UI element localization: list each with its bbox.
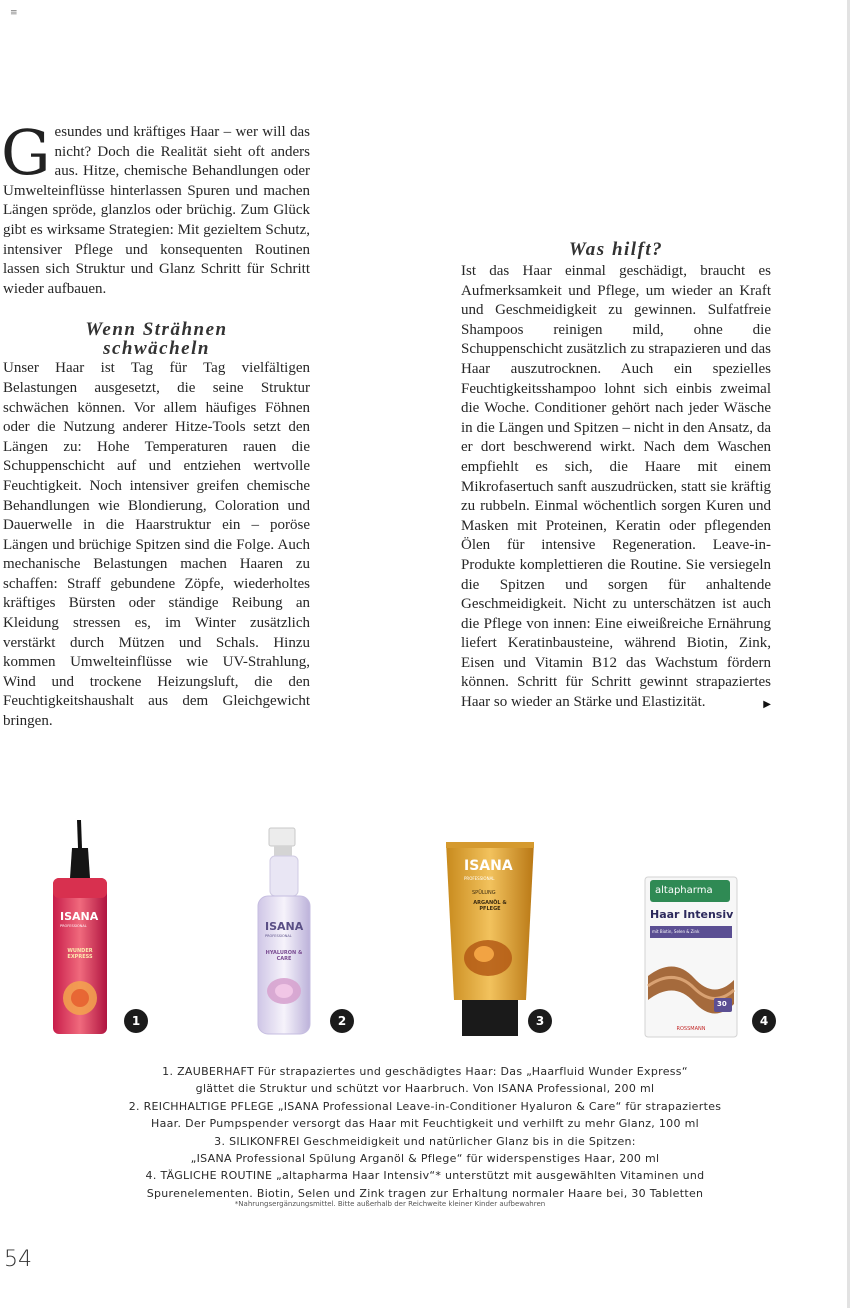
product-hair-fluid [50,818,110,1038]
caption-line: 4. TÄGLICHE ROUTINE „altapharma Haar Intensiv“* unterstützt mit ausgewählten Vitaminen und [145,1169,705,1183]
hair-fluid-bottle-icon [50,818,110,1038]
product1-label: WUNDER EXPRESS [67,948,93,960]
menu-mark: ≡ [10,8,18,18]
product-captions [0,1063,850,1202]
product-tablet-box [644,876,738,1038]
product1-sub: PROFESSIONAL [60,924,87,928]
product3-sub: PROFESSIONAL [464,876,495,881]
caption-line: Spurenelementen. Biotin, Selen und Zink tragen zur Erhaltung normaler Haare bei, 30 Tabletten [146,1186,704,1200]
caption-line: 3. SILIKONFREI Geschmeidigkeit und natürlicher Glanz bis in die Spitzen: [214,1134,636,1148]
section1-paragraph: Unser Haar ist Tag für Tag vielfältigen Belastungen ausgesetzt, die seine Struktur schwächen können. Vor allem häufiges Föhnen oder die Nutzung anderer Hitze-Tools setzt den Längen zu: Hohe Temperaturen rauen die Schuppenschicht auf und entziehen wertvolle Feuchtigkeit. Noch intensiver greifen chemische Behandlungen wie Blondierung, Coloration und Dauerwelle in die Haarstruktur ein – poröse Längen und brüchige Spitzen sind die Folge. Auch mechanische Belastungen machen Haaren zu schaffen: Straff gebundene Zöpfe, wiederholtes kräftiges Bürsten oder ständige Reibung an Kleidung stressen es, im Winter zusätzlich verstärkt durch Mützen und Schals. Hinzu kommen Umwelteinflüsse wie UV-Strahlung, Wind und trockene Heizungsluft, die den Feuchtigkeitshaushalt aus dem Gleichgewicht bringen. [3,360,310,730]
section2-paragraph [461,262,771,713]
product2-sub: PROFESSIONAL [265,934,292,938]
product4-sub: mit Biotin, Selen & Zink [652,929,700,934]
product4-label: Haar Intensiv [650,908,734,921]
product4-brand: altapharma [655,885,713,896]
product2-brand: ISANA [265,920,304,933]
product-number-badge: 4 [752,1009,776,1033]
product2-label: HYALURON & CARE [265,950,303,962]
dropcap: G [1,116,51,189]
section-heading-help: Was hilft? [568,239,664,260]
product1-brand: ISANA [60,910,99,923]
product3-brand: ISANA [464,858,513,874]
caption-line: 2. REICHHALTIGE PFLEGE „ISANA Professional Leave-in-Conditioner Hyaluron & Care“ für strapaziertes [128,1099,722,1113]
caption-line: Haar. Der Pumpspender versorgt das Haar mit Feuchtigkeit und verhilft zu mehr Glanz, 100 ml [151,1117,699,1131]
intro-paragraph [1,116,310,299]
section-heading-line1: Wenn Strähnen [85,319,228,341]
product-conditioner-tube [446,840,534,1038]
right-column [461,262,771,715]
product4-count: 30 [717,1000,727,1008]
product-number-badge: 3 [528,1009,552,1033]
page-number: 54 [4,1247,32,1272]
product-leave-in-spray [254,826,314,1038]
tablet-box-icon [644,876,738,1038]
section2-text: Ist das Haar einmal geschädigt, braucht es Aufmerksamkeit und Pflege, um wieder an Kraft und Geschmeidigkeit zu gewinnen. Sulfatfreie Shampoos reinigen mild, ohne die Schuppenschicht zusätzlich zu strapazieren und das Haar auszutrocknen. Auch ein spezielles Feuchtigkeitsshampoo lohnt sich einbis zweimal die Woche. Conditioner gehört nach jeder Wäsche in die Längen und Spitzen – nicht in den Ansatz, da er dort beschwerend wirkt. Nach dem Waschen empfiehlt es sich, die Haare mit einem Mikrofasertuch sanft auszudrücken, statt sie kräftig zu rubbeln. Einmal wöchentlich sorgen Kuren und Masken mit Proteinen, Keratin oder pflegenden Ölen für intensive Regeneration. Leave-in-Produkte komplettieren die Routine. Sie versiegeln die Spitzen und sorgen für anhaltende Geschmeidigkeit. Nicht zu unterschätzen ist auch die Pflege von innen: Eine eiweißreiche Ernährung liefert Keratinbausteine, während Biotin, Zink, Eisen und Vitamin B12 das Wachstum fördern können. Schritt für Schritt gewinnt strapaziertes Haar so wieder an Stärke und Elastizität. [461,263,771,711]
section-heading-line2: schwächeln [103,338,210,360]
product-number-badge: 1 [124,1009,148,1033]
caption-line: 1. ZAUBERHAFT Für strapaziertes und geschädigtes Haar: Das „Haarfluid Wunder Express“ [162,1065,688,1078]
section-heading-strands [3,320,310,358]
product4-maker: ROSSMANN [676,1026,706,1032]
product3-label: ARGANÖL & PFLEGE [473,900,507,912]
caption-line: glättet die Struktur und schützt vor Haarbruch. Von ISANA Professional, 200 ml [195,1082,655,1096]
product-number-badge: 2 [330,1009,354,1033]
left-column [1,116,310,732]
intro-text: esundes und kräftiges Haar – wer will das nicht? Doch die Realität sieht oft anders aus. Hitze, chemische Behandlungen oder Umwelteinflüsse hinterlassen Spuren und machen Längen spröde, glanzlos oder brüchig. Zum Glück gibt es wirksame Strategien: Mit gezieltem Schutz, intensiver Pflege und konsequenten Routinen lassen sich Struktur und Glanz Schritt für Schritt wieder aufbauen. [3,124,310,297]
footnote: *Nahrungsergänzungsmittel. Bitte außerhalb der Reichweite kleiner Kinder aufbewahren [234,1200,546,1208]
caption-line: „ISANA Professional Spülung Arganöl & Pflege“ für widerspenstiges Haar, 200 ml [190,1152,660,1166]
product3-kind: SPÜLUNG [472,890,496,896]
continue-arrow-icon: ▶ [763,699,771,711]
